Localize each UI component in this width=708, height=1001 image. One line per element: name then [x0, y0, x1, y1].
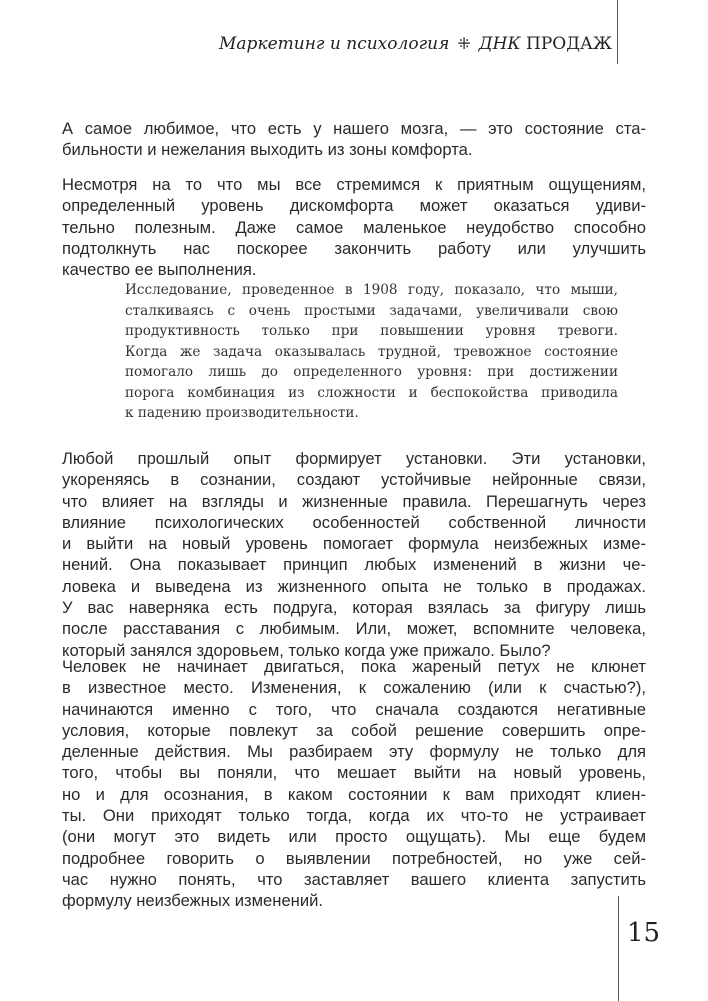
text-line: ты. Они приходят только тогда, когда их что-то не устраивает	[62, 806, 646, 826]
running-header	[219, 34, 612, 54]
hash-ornament-icon: ⁜	[457, 34, 471, 53]
text-line: качество ее выполнения.	[62, 260, 257, 280]
footer-divider	[618, 896, 619, 1001]
text-line: помогало лишь до определенного уровня: при достижении	[125, 364, 618, 380]
text-line: после расставания с любимым. Или, может, вспомните человека,	[62, 619, 646, 639]
text-line: Человек не начинает двигаться, пока жареный петух не клюнет	[62, 657, 646, 676]
text-line: нений. Она показывает принцип любых изменений в жизни че-	[62, 555, 646, 575]
text-line: влияние психологических особенностей собственной личности	[62, 512, 646, 532]
text-line: что влияет на взгляды и жизненные правила. Перешагнуть через	[62, 491, 646, 511]
text-line: продуктивность только при повышении уровня тревоги.	[125, 323, 618, 339]
header-sales: ПРОДАЖ	[526, 34, 612, 54]
text-line: А самое любимое, что есть у нашего мозга, — это состояние ста-	[62, 119, 646, 138]
text-line: формулу неизбежных изменений.	[62, 891, 323, 911]
header-dnk: ДНК	[478, 34, 521, 54]
text-line: определенный уровень дискомфорта может оказаться удиви-	[62, 196, 646, 216]
text-line: но и для осознания, в каком состоянии к вам приходят клиен-	[62, 784, 646, 804]
text-line: в известное место. Изменения, к сожалению (или к счастью?),	[62, 678, 646, 698]
text-line: и выйти на новый уровень помогает формула неизбежных изме-	[62, 534, 646, 554]
header-divider	[617, 0, 618, 64]
text-line: подтолкнуть нас поскорее закончить работу или улучшить	[62, 238, 646, 258]
paragraph-2	[62, 174, 646, 280]
text-line: (они могут это видеть или просто ощущать). Мы еще будем	[62, 827, 646, 847]
text-line: начинаются именно с того, что сначала создаются негативные	[62, 699, 646, 719]
text-line: час нужно понять, что заставляет вашего клиента запустить	[62, 869, 646, 889]
text-line: сталкиваясь с очень простыми задачами, увеличивали свою	[125, 302, 618, 319]
text-line: условия, которые повлекут за собой решение совершить опре-	[62, 720, 646, 740]
header-title: Маркетинг и психология	[219, 34, 450, 54]
text-line: бильности и нежелания выходить из зоны комфорта.	[62, 140, 473, 160]
paragraph-3	[62, 448, 646, 661]
text-line: порога комбинация из сложности и беспокойства приводила	[125, 384, 618, 401]
text-line: ловека и выведена из жизненного опыта не только в продажах.	[62, 576, 646, 596]
text-line: Несмотря на то что мы все стремимся к приятным ощущениям,	[62, 175, 646, 194]
text-line: к падению производительности.	[125, 405, 359, 421]
text-line: У вас наверняка есть подруга, которая взялась за фигуру лишь	[62, 598, 646, 618]
text-line: Когда же задача оказывалась трудной, тревожное состояние	[125, 343, 618, 360]
text-line: тельно полезным. Даже самое маленькое неудобство способно	[62, 217, 646, 237]
text-line: Любой прошлый опыт формирует установки. Эти установки,	[62, 449, 646, 468]
text-line: подробнее говорить о выявлении потребностей, но уже сей-	[62, 848, 646, 868]
text-line: деленные действия. Мы разбираем эту формулу не только для	[62, 742, 646, 762]
paragraph-4	[62, 656, 646, 912]
text-line: который занялся здоровьем, только когда уже прижало. Было?	[62, 640, 551, 660]
paragraph-1	[62, 118, 646, 161]
quote-block	[125, 280, 618, 424]
page-number: 15	[627, 918, 661, 948]
text-line: того, чтобы вы поняли, что мешает выйти на новый уровень,	[62, 763, 646, 783]
text-line: Исследование, проведенное в 1908 году, показало, что мыши,	[125, 282, 618, 298]
text-line: укореняясь в сознании, создают устойчивые нейронные связи,	[62, 470, 646, 490]
